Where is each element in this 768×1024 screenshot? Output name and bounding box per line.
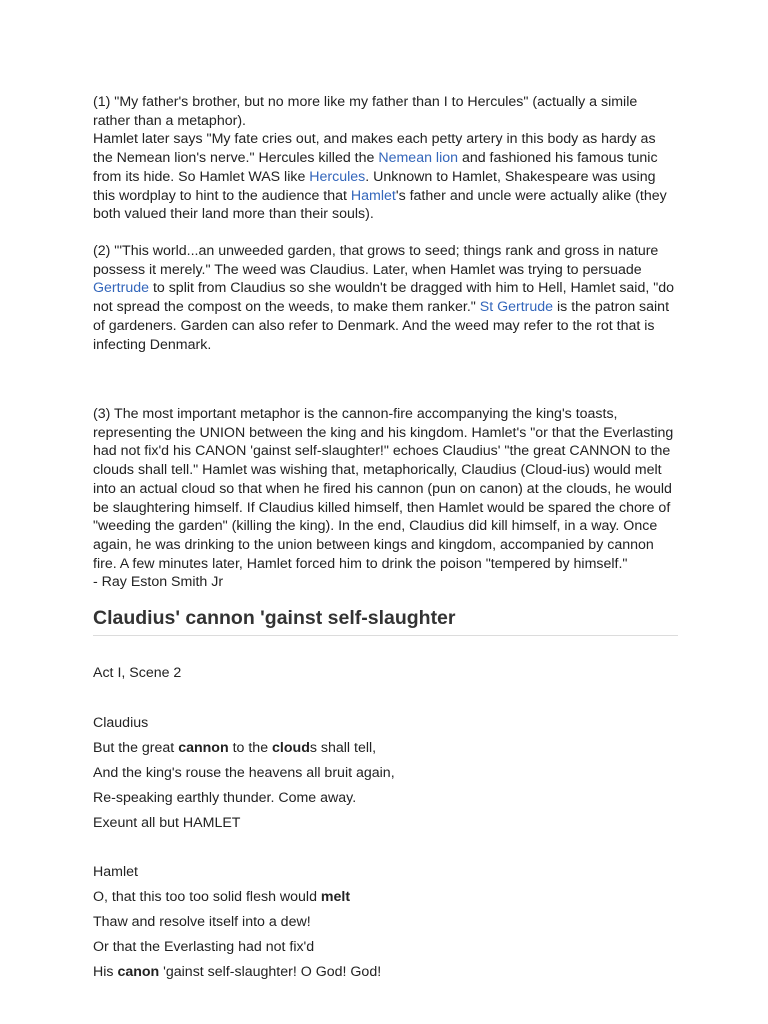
claudius-line-1 [93, 740, 376, 756]
para3-author: - Ray Eston Smith Jr [93, 574, 224, 591]
hamlet-line-4-canon: canon [117, 964, 160, 980]
claudius-line-1-c: to the [228, 740, 273, 756]
claudius-line-2: And the king's rouse the heavens all bruit again, [93, 765, 395, 781]
para1-intro: (1) "My father's brother, but no more like my father than I to Hercules" (actually a simile rather than a metaphor). [93, 94, 638, 129]
hamlet-line-2: Thaw and resolve itself into a dew! [93, 914, 311, 930]
speaker-hamlet: Hamlet [93, 864, 138, 880]
claudius-line-1-cloud: cloud [272, 740, 310, 756]
paragraph-cannon-fire [93, 405, 678, 592]
para1-text-c: . Unknown to Hamlet, Shakespeare was using this wordplay to hint to the audience that [93, 168, 656, 204]
paragraph-unweeded-garden [93, 242, 678, 354]
claudius-line-1-e: s shall tell, [309, 740, 377, 756]
para3-text: (3) The most important metaphor is the cannon-fire accompanying the king's toasts, representing the UNION between the king and his kingdom. Hamlet's "or that the Everlasting had not fix'd his CANON 'gainst self-slaughter!" echoes Claudius' "the great CANNON to the clouds shall tell." Hamlet was wishing that, metaphorically, Claudius (Cloud-ius) would melt into an actual cloud so that when he fired his cannon (pun on canon) at the clouds, he would be slaughtering himself. If Claudius killed himself, then Hamlet would be spared the chore of "weeding the garden" (killing the king). In the end, Claudius did kill himself, in a way. Once again, he was drinking to the union between kings and kingdom, accompanied by cannon fire. A few minutes later, Hamlet forced him to drink the poison "tempered by himself." [93, 406, 674, 572]
paragraph-hercules [93, 93, 678, 224]
link-nemean-lion[interactable]: Nemean lion [378, 150, 458, 167]
link-gertrude[interactable]: Gertrude [93, 280, 149, 297]
speaker-claudius: Claudius [93, 715, 149, 731]
para1-text-a: Hamlet later says "My fate cries out, and makes each petty artery in this body as hardy as the Nemean lion's nerve." Hercules killed the [93, 131, 656, 167]
hamlet-line-1-melt: melt [320, 889, 351, 905]
section-heading: Claudius' cannon 'gainst self-slaughter [93, 607, 678, 636]
para1-text-d: 's father and uncle were actually alike (they both valued their land more than their souls). [93, 187, 667, 223]
para2-text-a: (2) "'This world...an unweeded garden, that grows to seed; things rank and gross in nature possess it merely." The weed was Claudius. Later, when Hamlet was trying to persuade [93, 243, 659, 278]
hamlet-line-4-a: His [93, 964, 118, 980]
link-hercules[interactable]: Hercules [309, 168, 366, 185]
para1-text-b: and fashioned his famous tunic from its hide. So Hamlet WAS like [93, 150, 658, 185]
para2-text-b: to split from Claudius so she wouldn't be dragged with him to Hell, Hamlet said, "do not spread the compost on the weeds, to make them ranker." [93, 280, 675, 316]
hamlet-line-4-c: 'gainst self-slaughter! O God! God! [159, 964, 382, 980]
claudius-line-1-cannon: cannon [178, 740, 229, 756]
hamlet-line-4 [93, 964, 381, 980]
hamlet-line-3: Or that the Everlasting had not fix'd [93, 939, 315, 955]
hamlet-line-1-a: O, that this too too solid flesh would [93, 889, 321, 905]
stage-direction: Exeunt all but HAMLET [93, 815, 241, 831]
claudius-line-3: Re-speaking earthly thunder. Come away. [93, 790, 357, 806]
para2-text-c: is the patron saint of gardeners. Garden can also refer to Denmark. And the weed may refer to the rot that is infecting Denmark. [93, 299, 670, 353]
link-hamlet[interactable]: Hamlet [350, 187, 396, 204]
claudius-line-1-a: But the great [93, 740, 179, 756]
hamlet-line-1 [93, 889, 350, 905]
link-st-gertrude[interactable]: St Gertrude [479, 299, 554, 316]
scene-label: Act I, Scene 2 [93, 665, 182, 681]
